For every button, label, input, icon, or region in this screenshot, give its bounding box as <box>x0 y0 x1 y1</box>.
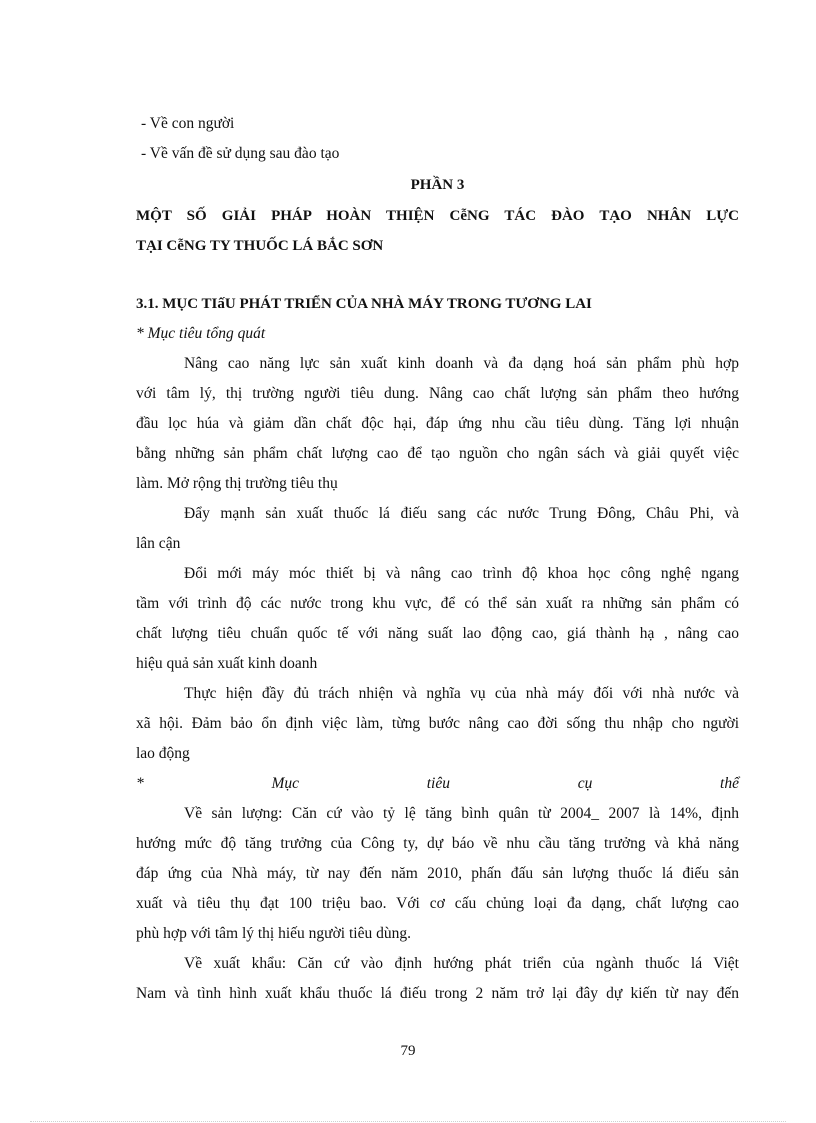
paragraph-line: xuất và tiêu thụ đạt 100 triệu bao. Với cơ cấu chủng loại đa dạng, chất lượng cao <box>136 895 739 912</box>
paragraph-line: Nâng cao năng lực sản xuất kinh doanh và đa dạng hoá sản phẩm phù hợp <box>184 355 739 372</box>
page-number: 79 <box>400 1043 416 1059</box>
bullet-people: - Về con người <box>141 115 235 132</box>
paragraph-line: làm. Mở rộng thị trường tiêu thụ <box>136 475 338 492</box>
paragraph-line: Đẩy mạnh sản xuất thuốc lá điếu sang các nước Trung Đông, Châu Phi, và <box>184 505 739 522</box>
paragraph-line: lân cận <box>136 535 181 552</box>
paragraph-line: xã hội. Đảm bảo ổn định việc làm, từng bước nâng cao đời sống thu nhập cho người <box>136 715 739 732</box>
page-bottom-divider <box>30 1121 786 1122</box>
paragraph-line: lao động <box>136 745 190 762</box>
paragraph-line: với tâm lý, thị trường người tiêu dung. Nâng cao chất lượng sản phẩm theo hướng <box>136 385 739 402</box>
paragraph-line: hiệu quả sản xuất kinh doanh <box>136 655 318 672</box>
section-title-line-2: TẠI CễNG TY THUỐC LÁ BẮC SƠN <box>136 238 384 254</box>
paragraph-line: Đổi mới máy móc thiết bị và nâng cao trình độ khoa học công nghệ ngang <box>184 565 739 582</box>
paragraph-line: Về sản lượng: Căn cứ vào tỷ lệ tăng bình quân từ 2004_ 2007 là 14%, định <box>184 805 739 822</box>
part-title: PHẦN 3 <box>410 177 465 193</box>
paragraph-line: tầm với trình độ các nước trong khu vực, để có thể sản xuất ra những sản phẩm có <box>136 595 739 612</box>
paragraph-line: Về xuất khẩu: Căn cứ vào định hướng phát triển của ngành thuốc lá Việt <box>184 955 739 972</box>
paragraph-line: đáp ứng của Nhà máy, từ nay đến năm 2010, phấn đấu sản lượng thuốc lá điếu sản <box>136 865 739 882</box>
paragraph-line: chất lượng tiêu chuẩn quốc tế với năng suất lao động cao, giá thành hạ , nâng cao <box>136 625 739 642</box>
specific-goal-heading: * Mục tiêu cụ thể <box>136 775 739 792</box>
paragraph-line: Nam và tình hình xuất khẩu thuốc lá điếu trong 2 năm trở lại đây dự kiến từ nay đến <box>136 985 739 1002</box>
paragraph-line: hướng mức độ tăng trưởng của Công ty, dự báo về nhu cầu tăng trưởng và khả năng <box>136 835 739 852</box>
paragraph-line: Thực hiện đầy đủ trách nhiện và nghĩa vụ của nhà máy đối với nhà nước và <box>184 685 739 702</box>
general-goal-heading: * Mục tiêu tổng quát <box>136 325 266 342</box>
bullet-post-training: - Về vấn đề sử dụng sau đào tạo <box>141 145 340 162</box>
section-title-line-1: MỘT SỐ GIẢI PHÁP HOÀN THIỆN CễNG TÁC ĐÀO TẠO NHÂN LỰC <box>136 208 739 224</box>
paragraph-line: đầu lọc húa và giảm dần chất độc hại, đáp ứng nhu cầu tiêu dùng. Tăng lợi nhuận <box>136 415 739 432</box>
paragraph-line: phù hợp với tâm lý thị hiếu người tiêu dùng. <box>136 925 411 942</box>
paragraph-line: bằng những sản phẩm chất lượng cao để tạo nguồn cho ngân sách và giải quyết việc <box>136 445 739 462</box>
subsection-heading: 3.1. MỤC TIấU PHÁT TRIỂN CỦA NHÀ MÁY TRONG TƯƠNG LAI <box>136 296 592 312</box>
